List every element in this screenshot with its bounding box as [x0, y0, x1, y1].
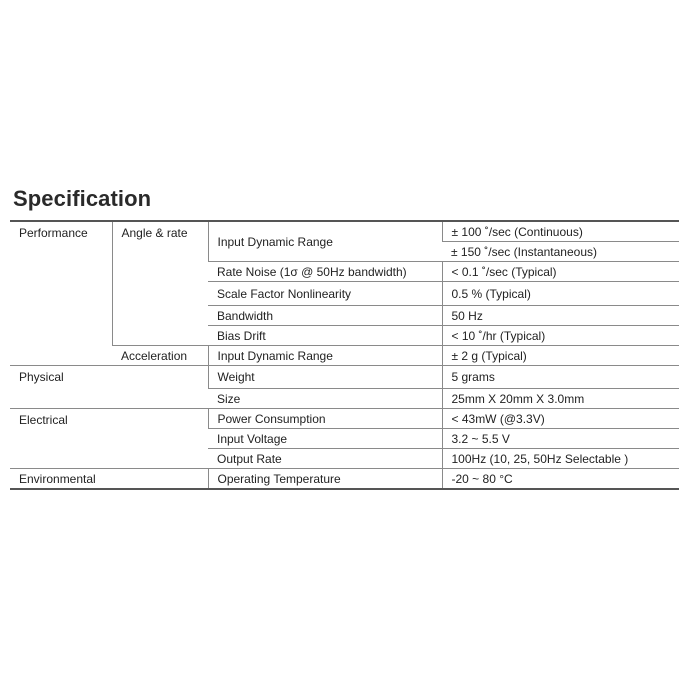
spec-value: 0.5 % (Typical) — [442, 282, 679, 306]
subgroup-angle-rate: Angle & rate — [112, 221, 208, 346]
group-physical: Physical — [10, 366, 208, 409]
spec-label: Rate Noise (1σ @ 50Hz bandwidth) — [208, 262, 442, 282]
spec-value: 100Hz (10, 25, 50Hz Selectable ) — [442, 449, 679, 469]
spec-value: < 43mW (@3.3V) — [442, 409, 679, 429]
spec-label: Power Consumption — [208, 409, 442, 429]
spec-value: ± 100 ˚/sec (Continuous) — [442, 221, 679, 242]
spec-value: 3.2 ~ 5.5 V — [442, 429, 679, 449]
table-row — [10, 366, 679, 389]
spec-value: ± 150 ˚/sec (Instantaneous) — [442, 242, 679, 262]
spec-label: Scale Factor Nonlinearity — [208, 282, 442, 306]
spec-label: Input Dynamic Range — [208, 221, 442, 262]
subgroup-acceleration: Acceleration — [112, 346, 208, 366]
spec-label: Input Dynamic Range — [208, 346, 442, 366]
group-electrical: Electrical — [10, 409, 208, 469]
spec-value: 25mm X 20mm X 3.0mm — [442, 389, 679, 409]
table-row — [10, 409, 679, 429]
spec-value: -20 ~ 80 °C — [442, 469, 679, 490]
spec-label: Weight — [208, 366, 442, 389]
spec-label: Input Voltage — [208, 429, 442, 449]
spec-label: Bandwidth — [208, 306, 442, 326]
spec-label: Size — [208, 389, 442, 409]
table-row — [10, 221, 679, 242]
spec-table — [10, 220, 679, 490]
spec-label: Bias Drift — [208, 326, 442, 346]
page-title: Specification — [13, 186, 152, 211]
spec-value: 5 grams — [442, 366, 679, 389]
spec-value: 50 Hz — [442, 306, 679, 326]
spec-value: < 10 ˚/hr (Typical) — [442, 326, 679, 346]
spec-value: < 0.1 ˚/sec (Typical) — [442, 262, 679, 282]
group-performance: Performance — [10, 221, 112, 366]
group-environmental: Environmental — [10, 469, 208, 490]
spec-label: Operating Temperature — [208, 469, 442, 490]
table-row — [10, 469, 679, 490]
spec-label: Output Rate — [208, 449, 442, 469]
spec-value: ± 2 g (Typical) — [442, 346, 679, 366]
